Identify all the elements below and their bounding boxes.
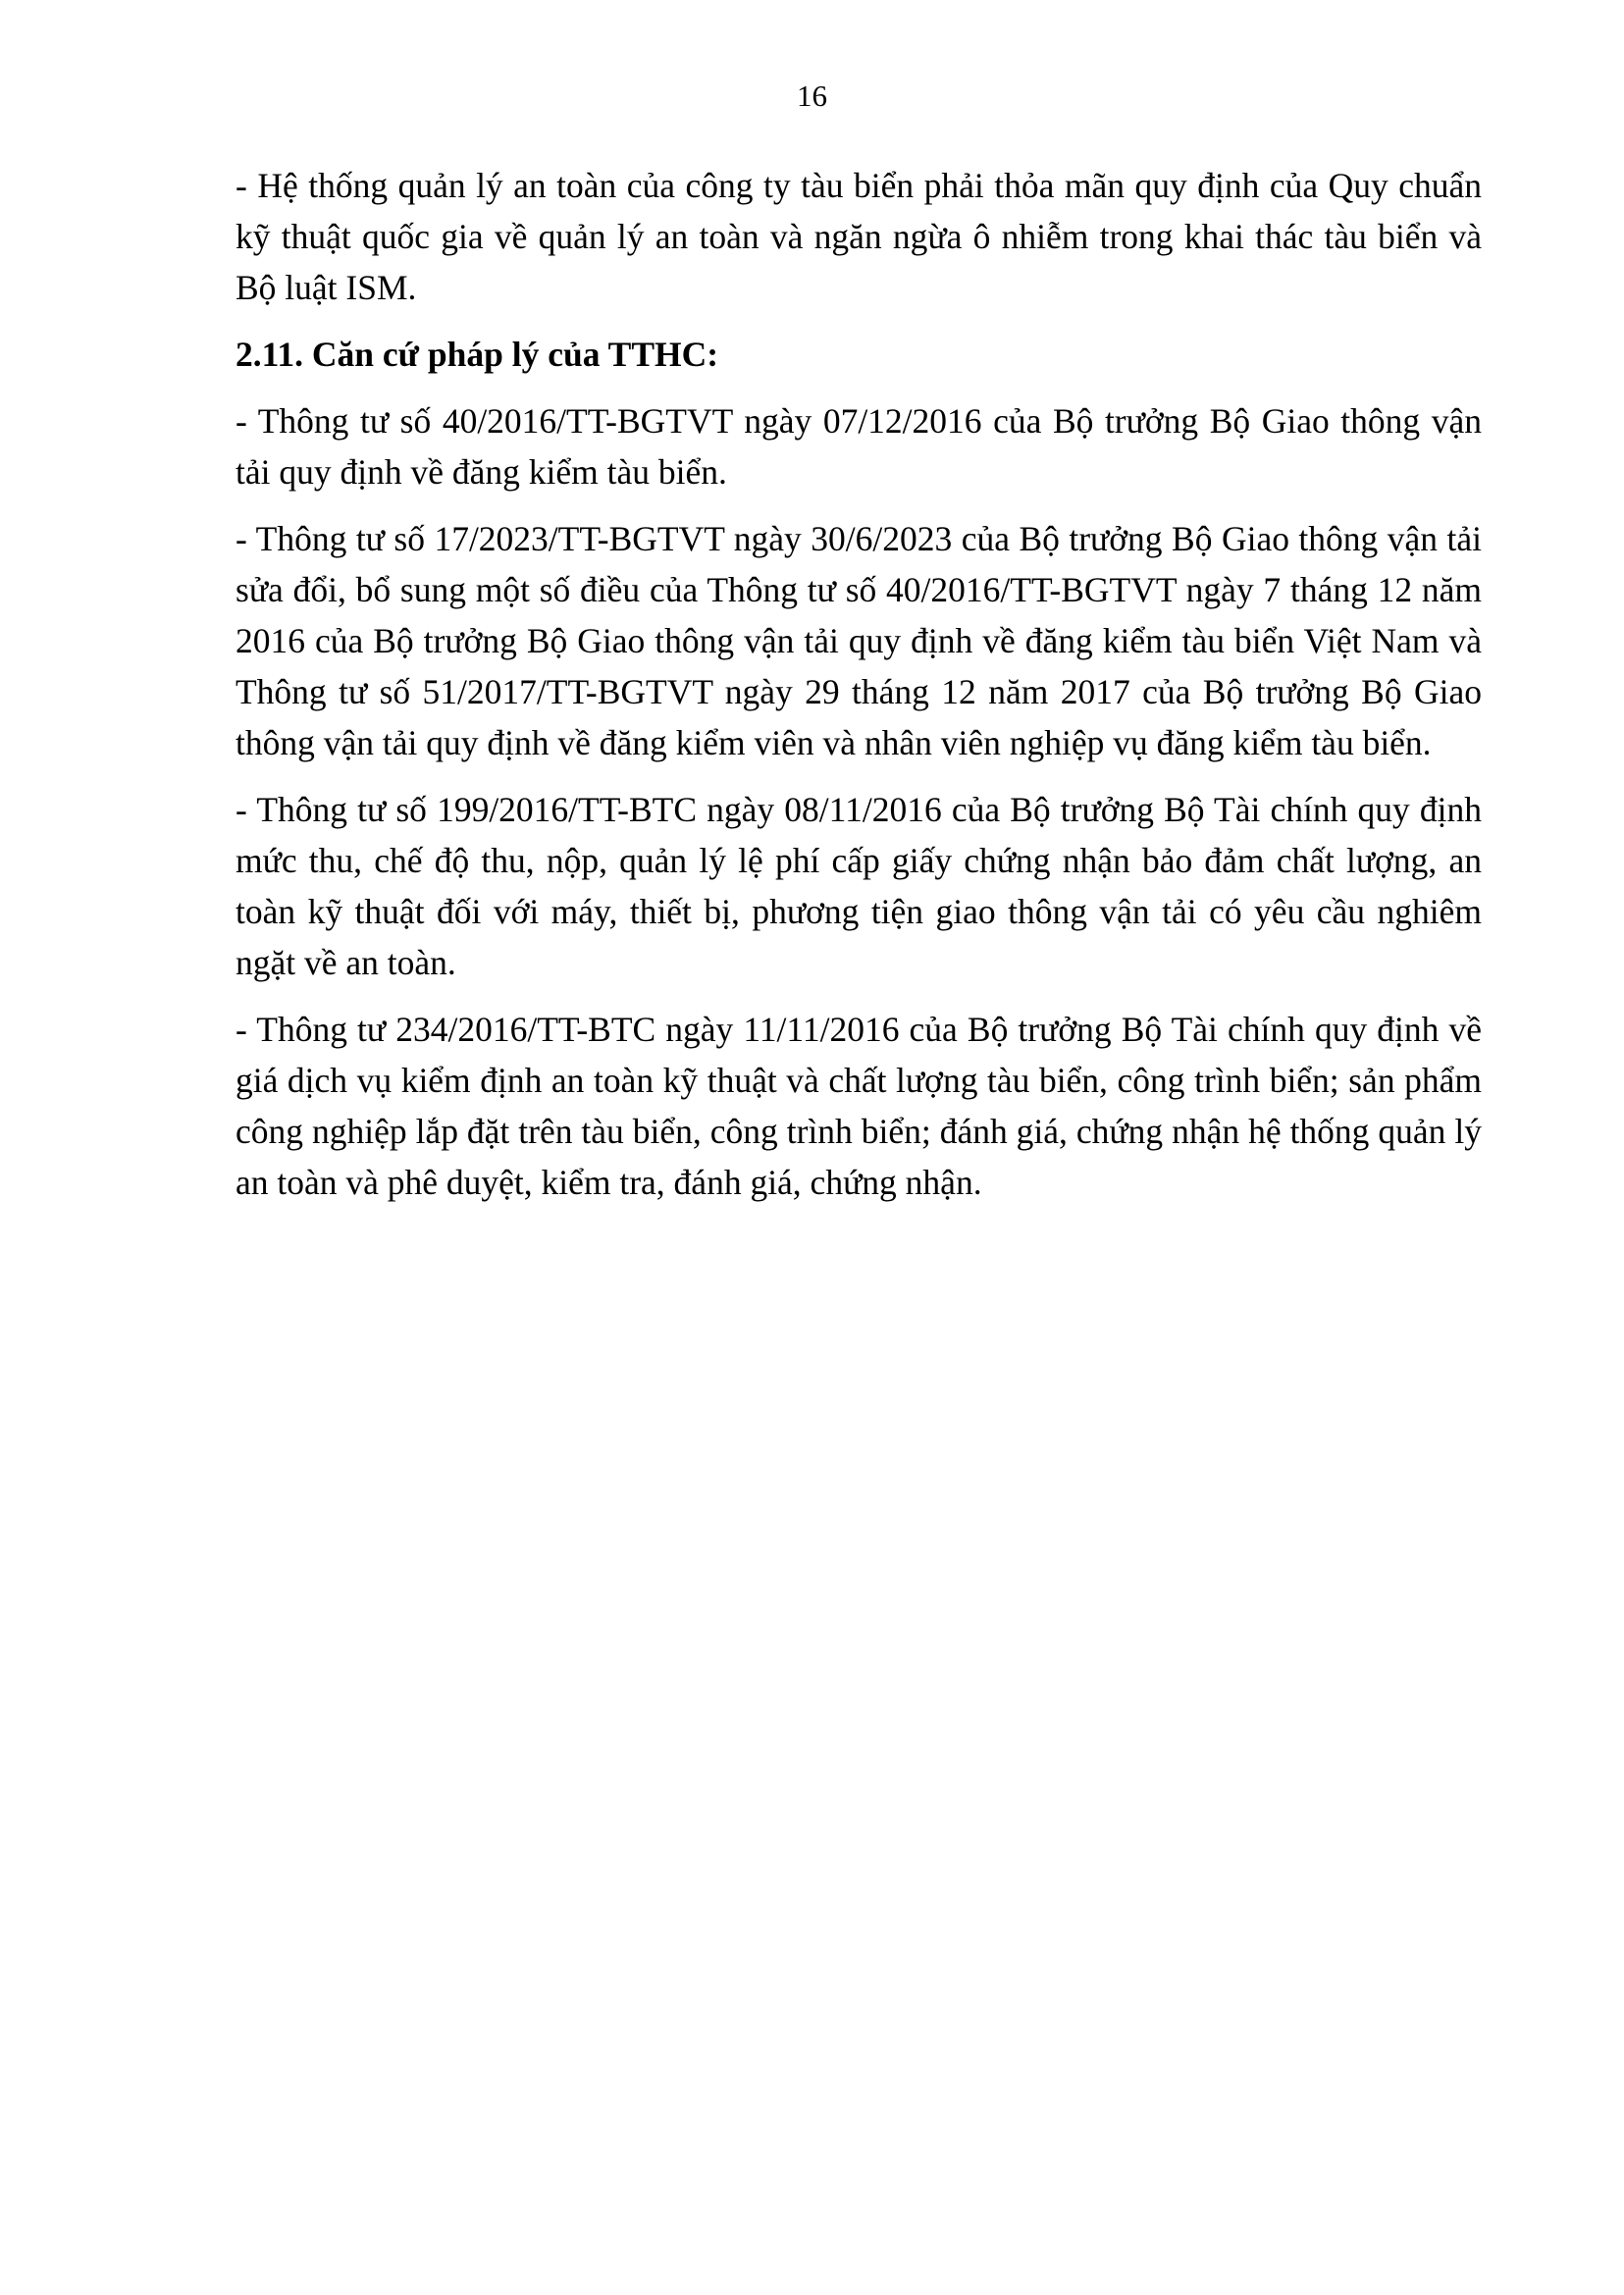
page-body: [236, 160, 1482, 1224]
section-heading-legal-basis: 2.11. Căn cứ pháp lý của TTHC:: [236, 335, 719, 374]
legal-basis-item-circular-199-2016: - Thông tư số 199/2016/TT-BTC ngày 08/11/2016 của Bộ trưởng Bộ Tài chính quy định mức thu, chế độ thu, nộp, quản lý lệ phí cấp giấy chứng nhận bảo đảm chất lượng, an toàn kỹ thuật đối với máy, thiết bị, phương tiện giao thông vận tải có yêu cầu nghiêm ngặt về an toàn.: [236, 790, 1482, 982]
page-number: 16: [797, 78, 827, 113]
legal-basis-item-circular-40-2016: - Thông tư số 40/2016/TT-BGTVT ngày 07/12/2016 của Bộ trưởng Bộ Giao thông vận tải quy định về đăng kiểm tàu biển.: [236, 401, 1482, 492]
safety-management-paragraph: - Hệ thống quản lý an toàn của công ty tàu biển phải thỏa mãn quy định của Quy chuẩn kỹ thuật quốc gia về quản lý an toàn và ngăn ngừa ô nhiễm trong khai thác tàu biển và Bộ luật ISM.: [236, 166, 1482, 307]
legal-basis-item-circular-234-2016: - Thông tư 234/2016/TT-BTC ngày 11/11/2016 của Bộ trưởng Bộ Tài chính quy định về giá dịch vụ kiểm định an toàn kỹ thuật và chất lượng tàu biển, công trình biển; sản phẩm công nghiệp lắp đặt trên tàu biển, công trình biển; đánh giá, chứng nhận hệ thống quản lý an toàn và phê duyệt, kiểm tra, đánh giá, chứng nhận.: [236, 1010, 1482, 1202]
legal-basis-item-circular-17-2023: - Thông tư số 17/2023/TT-BGTVT ngày 30/6/2023 của Bộ trưởng Bộ Giao thông vận tải sửa đổi, bổ sung một số điều của Thông tư số 40/2016/TT-BGTVT ngày 7 tháng 12 năm 2016 của Bộ trưởng Bộ Giao thông vận tải quy định về đăng kiểm tàu biển Việt Nam và Thông tư số 51/2017/TT-BGTVT ngày 29 tháng 12 năm 2017 của Bộ trưởng Bộ Giao thông vận tải quy định về đăng kiểm viên và nhân viên nghiệp vụ đăng kiểm tàu biển.: [236, 519, 1482, 762]
